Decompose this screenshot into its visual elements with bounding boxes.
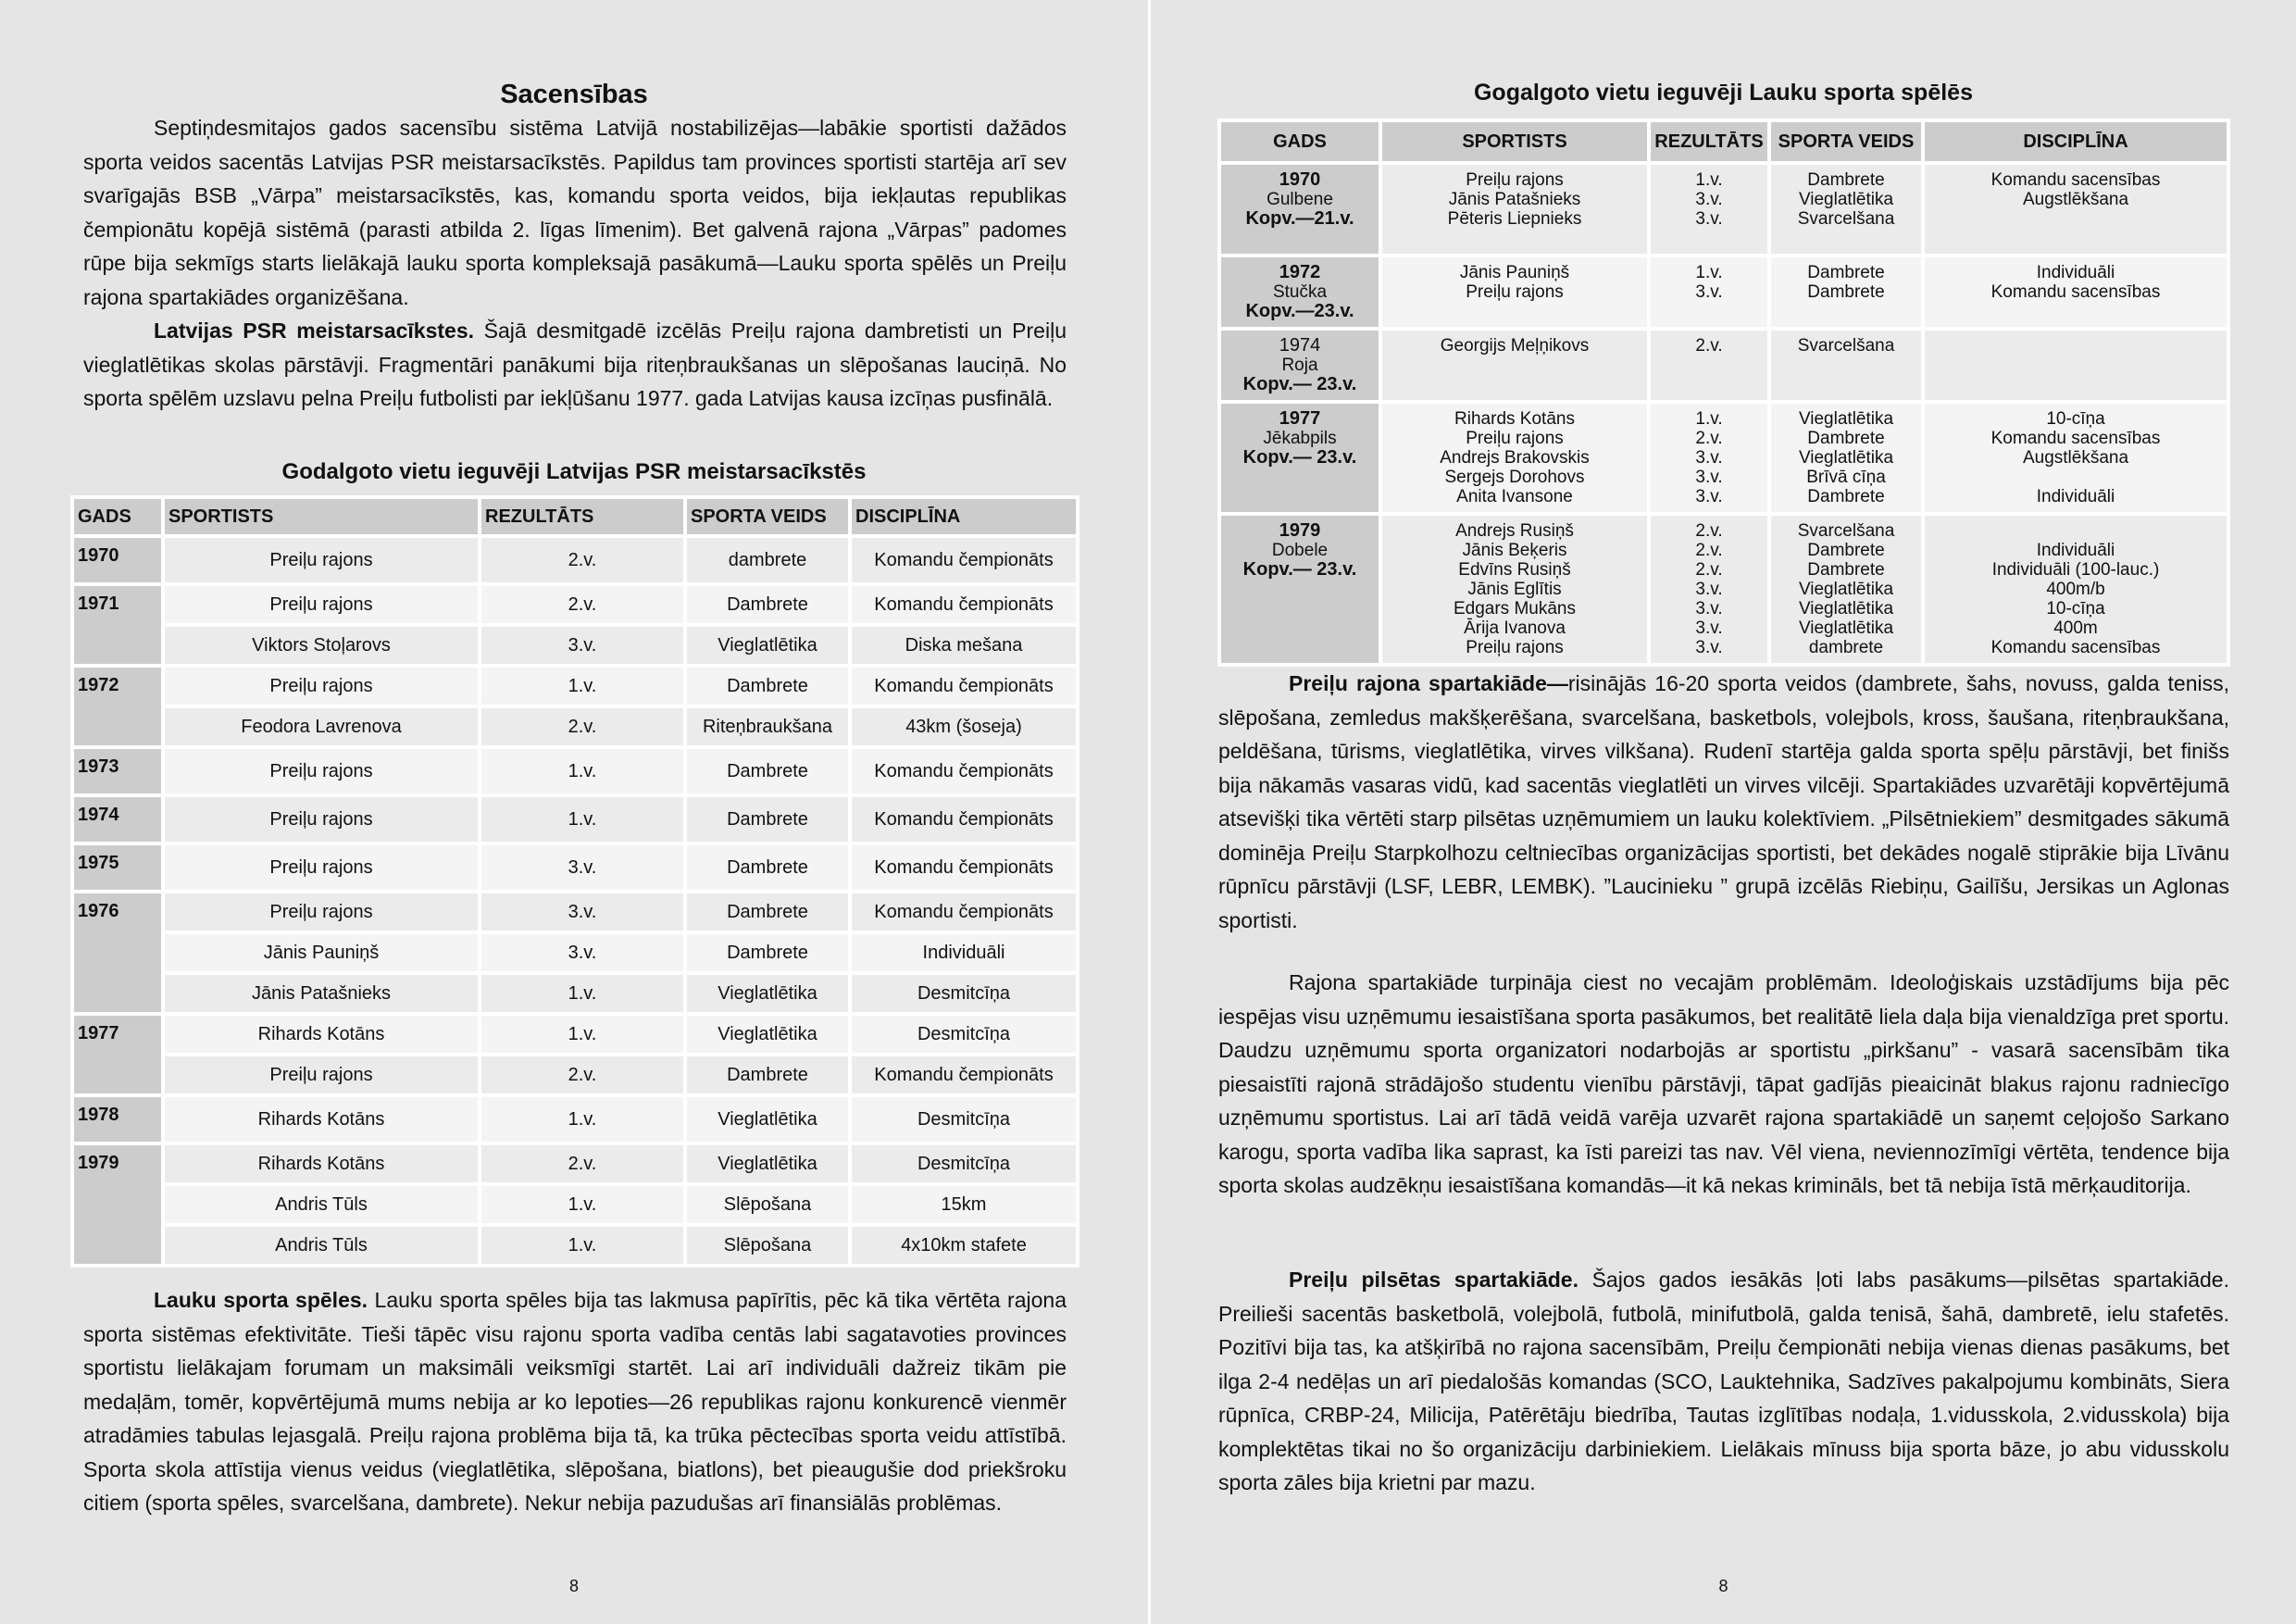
- intro-paragraph: [83, 111, 1067, 314]
- table-header-row: [1221, 122, 2227, 161]
- sport-line: Vieglatlētika: [1798, 190, 1894, 209]
- result-line: 3.v.: [1695, 282, 1723, 302]
- psr-paragraph-text: Šajā desmitgadē izcēlās Preiļu rajona dambretisti un Preiļu vieglatlētikas skolas pārstāvji. Fragmentāri panākumi bija riteņbraukšanas un slēpošanas lauciņā. No sporta spēlēm uzslavu pelna Preiļu futbolisti par iekļūšanu 1977. gada Latvijas kausa izcīņas pusfinālā.: [83, 319, 1067, 410]
- cell-result: 2.v.: [481, 1056, 683, 1093]
- cell-athlete: [1382, 257, 1647, 327]
- page-number-left: 8: [568, 1577, 579, 1595]
- cell-year: 1978: [74, 1097, 161, 1142]
- cell-discipline: [1925, 331, 2227, 400]
- cell-result: 3.v.: [481, 934, 683, 971]
- games-location: Gulbene: [1267, 190, 1333, 209]
- cell-athlete: Viktors Stoļarovs: [165, 627, 478, 664]
- athlete-line: Andrejs Brakovskis: [1440, 448, 1590, 468]
- cell-result: 1.v.: [481, 749, 683, 793]
- cell-discipline: Desmitcīņa: [852, 1097, 1076, 1142]
- sport-line: Dambrete: [1807, 263, 1885, 282]
- result-line: 3.v.: [1695, 448, 1723, 468]
- cell-discipline: Desmitcīņa: [852, 1016, 1076, 1053]
- discipline-line: Individuāli: [2036, 263, 2115, 282]
- cell-result: 1.v.: [481, 668, 683, 705]
- result-line: 3.v.: [1695, 190, 1723, 209]
- cell-year: 1979: [74, 1145, 161, 1264]
- cell-sport: Dambrete: [687, 845, 848, 890]
- cell-result: [1651, 516, 1767, 663]
- cell-sport: dambrete: [687, 538, 848, 582]
- cell-discipline: Diska mešana: [852, 627, 1076, 664]
- table-row: [1221, 165, 2227, 254]
- discipline-line: [1926, 468, 2226, 487]
- cell-discipline: 15km: [852, 1186, 1076, 1223]
- column-header-discipline: DISCIPLĪNA: [852, 499, 1076, 534]
- cell-discipline: Individuāli: [852, 934, 1076, 971]
- cell-discipline: [1925, 257, 2227, 327]
- cell-athlete: [1382, 516, 1647, 663]
- table-row: [74, 749, 1076, 793]
- city-paragraph: [1218, 1263, 2229, 1500]
- games-location: Jēkabpils: [1263, 429, 1337, 448]
- lauku-medal-table: [1217, 119, 2230, 667]
- sport-line: Vieglatlētika: [1798, 580, 1894, 599]
- cell-discipline: [1925, 516, 2227, 663]
- cell-result: [1651, 165, 1767, 254]
- sport-line: Dambrete: [1807, 541, 1885, 560]
- table-row: [74, 627, 1076, 664]
- city-paragraph-text: Šajos gados iesākās ļoti labs pasākums—pilsētas spartakiāde. Preilieši sacentās basketbolā, volejbolā, futbolā, minifutbolā, galda tenisā, šahā, dambretē, ielu stafetēs. Pozitīvi bija tas, ka atšķirībā no rajona sacensībām, Preiļu čempionāti nebija vienas dienas pasākums, bet ilga 2-4 nedēļas un arī piedalošās komandas (SCO, Lauktehnika, Sadzīves pakalpojumu kombināts, Siera rūpnīca, CRBP-24, Milicija, Patērētāju biedrība, Tautas izglītības nodaļa, 1.vidusskola, 2.vidusskola) bija komplektētas tikai no šo organizāciju darbiniekiem. Lielākais mīnuss bija sporta bāze, jo abu vidusskolu sporta zāles bija krietni par mazu.: [1218, 1268, 2229, 1494]
- cell-result: 1.v.: [481, 797, 683, 842]
- result-line: 3.v.: [1695, 580, 1723, 599]
- sport-line: Vieglatlētika: [1798, 448, 1894, 468]
- column-header-sport: SPORTA VEIDS: [1771, 122, 1921, 161]
- cell-result: 1.v.: [481, 1186, 683, 1223]
- athlete-line: Preiļu rajons: [1466, 638, 1564, 657]
- athlete-line: Preiļu rajons: [1466, 429, 1564, 448]
- result-line: 1.v.: [1695, 263, 1723, 282]
- overall-place: Kopv.—21.v.: [1245, 208, 1354, 229]
- games-location: Stučka: [1272, 282, 1328, 302]
- sport-line: Dambrete: [1807, 282, 1885, 302]
- athlete-line: Jānis Patašnieks: [1448, 190, 1581, 209]
- cell-year: 1976: [74, 893, 161, 1012]
- cell-discipline: Komandu čempionāts: [852, 538, 1076, 582]
- table-row: [74, 797, 1076, 842]
- cell-athlete: Jānis Pauniņš: [165, 934, 478, 971]
- cell-discipline: Komandu čempionāts: [852, 749, 1076, 793]
- result-line: 3.v.: [1695, 638, 1723, 657]
- cell-sport: Vieglatlētika: [687, 1016, 848, 1053]
- cell-result: 1.v.: [481, 1097, 683, 1142]
- page-number-right: 8: [1718, 1577, 1728, 1595]
- cell-result: 2.v.: [481, 1145, 683, 1182]
- lauku-paragraph-lead: Lauku sporta spēles.: [154, 1288, 368, 1312]
- lauku-table-title: Gogalgoto vietu ieguvēji Lauku sporta spēlēs: [1473, 80, 1973, 106]
- cell-result: 3.v.: [481, 893, 683, 931]
- cell-sport: [1771, 404, 1921, 512]
- cell-result: 3.v.: [481, 627, 683, 664]
- result-line: 3.v.: [1695, 618, 1723, 638]
- cell-discipline: Komandu čempionāts: [852, 668, 1076, 705]
- athlete-line: Rihards Kotāns: [1454, 409, 1575, 429]
- result-line: 2.v.: [1695, 336, 1723, 356]
- spartakiade-paragraph-lead: Preiļu rajona spartakiāde—: [1289, 671, 1568, 695]
- cell-result: [1651, 404, 1767, 512]
- cell-result: 1.v.: [481, 1227, 683, 1264]
- athlete-line: Sergejs Dorohovs: [1444, 468, 1585, 487]
- overall-place: Kopv.— 23.v.: [1242, 374, 1357, 394]
- cell-discipline: Komandu čempionāts: [852, 797, 1076, 842]
- result-line: 3.v.: [1695, 468, 1723, 487]
- psr-table-title: Godalgoto vietu ieguvēji Latvijas PSR meistarsacīkstēs: [281, 459, 867, 484]
- discipline-line: 10-cīņa: [2046, 599, 2105, 618]
- cell-athlete: [1382, 331, 1647, 400]
- cell-discipline: [1925, 404, 2227, 512]
- result-line: 3.v.: [1695, 209, 1723, 229]
- cell-discipline: Komandu čempionāts: [852, 893, 1076, 931]
- column-header-athlete: SPORTISTS: [1382, 122, 1647, 161]
- discipline-line: Komandu sacensības: [1990, 429, 2161, 448]
- table-row: [1221, 404, 2227, 512]
- games-year: 1970: [1279, 169, 1321, 190]
- cell-year: 1972: [74, 668, 161, 745]
- overall-place: Kopv.— 23.v.: [1242, 447, 1357, 468]
- cell-year: 1975: [74, 845, 161, 890]
- cell-athlete: Preiļu rajons: [165, 586, 478, 623]
- cell-sport: Slēpošana: [687, 1227, 848, 1264]
- sport-line: Brīvā cīņa: [1806, 468, 1886, 487]
- discipline-line: Komandu sacensības: [1990, 170, 2161, 190]
- table-row: [74, 708, 1076, 745]
- overall-place: Kopv.— 23.v.: [1242, 559, 1357, 580]
- discipline-line: [1926, 521, 2226, 541]
- result-line: 3.v.: [1695, 599, 1723, 618]
- sport-line: Vieglatlētika: [1798, 599, 1894, 618]
- cell-sport: [1771, 257, 1921, 327]
- cell-sport: Vieglatlētika: [687, 627, 848, 664]
- cell-athlete: Jānis Patašnieks: [165, 975, 478, 1012]
- lauku-paragraph: [83, 1283, 1067, 1520]
- table-row: [74, 586, 1076, 623]
- table-row: [74, 1227, 1076, 1264]
- cell-athlete: Preiļu rajons: [165, 749, 478, 793]
- athlete-line: Jānis Pauniņš: [1459, 263, 1570, 282]
- table-header-row: [74, 499, 1076, 534]
- cell-athlete: Rihards Kotāns: [165, 1145, 478, 1182]
- cell-sport: Dambrete: [687, 934, 848, 971]
- games-location: Dobele: [1271, 541, 1329, 560]
- discipline-line: 400m/b: [2046, 580, 2105, 599]
- table-row: [74, 1186, 1076, 1223]
- discipline-line: 10-cīņa: [2046, 409, 2105, 429]
- column-header-discipline: DISCIPLĪNA: [1925, 122, 2227, 161]
- games-location: Roja: [1281, 356, 1318, 375]
- discipline-line: Individuāli: [2036, 541, 2115, 560]
- sport-line: Svarcelšana: [1797, 209, 1895, 229]
- section-heading: Sacensības: [500, 80, 648, 109]
- cell-year-location: [1221, 404, 1379, 512]
- athlete-line: Jānis Beķeris: [1462, 541, 1567, 560]
- sport-line: Vieglatlētika: [1798, 618, 1894, 638]
- athlete-line: Preiļu rajons: [1466, 282, 1564, 302]
- cell-athlete: Preiļu rajons: [165, 845, 478, 890]
- cell-sport: Dambrete: [687, 749, 848, 793]
- discipline-line: Komandu sacensības: [1990, 638, 2161, 657]
- cell-result: 2.v.: [481, 538, 683, 582]
- column-header-result: REZULTĀTS: [481, 499, 683, 534]
- table-row: [74, 668, 1076, 705]
- intro-text: Septiņdesmitajos gados sacensību sistēma Latvijā nostabilizējas—labākie sportisti dažādos sporta veidos sacentās Latvijas PSR meistarsacīkstēs. Papildus tam provinces sportisti startēja arī sev svarīgajās BSB „Vārpa” meistarsacīkstēs, kas, komandu sporta veidos, bija iekļautas republikas čempionātu kopējā sistēmā (parasti atbilda 2. līgas līmenim). Bet galvenā rajona „Vārpas” padomes rūpe bija sekmīgs starts lielākajā lauku sporta kompleksajā pasākumā—Lauku sporta spēlēs un Preiļu rajona spartakiādes organizēšana.: [83, 116, 1067, 309]
- sport-line: dambrete: [1808, 638, 1884, 657]
- table-row: [74, 1097, 1076, 1142]
- cell-athlete: Preiļu rajons: [165, 797, 478, 842]
- table-row: [74, 1016, 1076, 1053]
- games-year: 1977: [1279, 408, 1321, 429]
- cell-year-location: [1221, 516, 1379, 663]
- cell-athlete: Andris Tūls: [165, 1227, 478, 1264]
- cell-discipline: Komandu čempionāts: [852, 586, 1076, 623]
- cell-year: 1970: [74, 538, 161, 582]
- cell-sport: Dambrete: [687, 1056, 848, 1093]
- athlete-line: Jānis Eglītis: [1467, 580, 1562, 599]
- table-row: [74, 1145, 1076, 1182]
- athlete-line: Preiļu rajons: [1466, 170, 1564, 190]
- table-row: [74, 845, 1076, 890]
- column-header-result: REZULTĀTS: [1651, 122, 1767, 161]
- column-header-year: GADS: [1221, 122, 1379, 161]
- cell-result: [1651, 331, 1767, 400]
- cell-discipline: [1925, 165, 2227, 254]
- result-line: 2.v.: [1695, 521, 1723, 541]
- athlete-line: Ārija Ivanova: [1464, 618, 1566, 638]
- cell-sport: Riteņbraukšana: [687, 708, 848, 745]
- table-row: [74, 893, 1076, 931]
- games-year: 1979: [1279, 520, 1321, 541]
- cell-year-location: [1221, 331, 1379, 400]
- column-header-athlete: SPORTISTS: [165, 499, 478, 534]
- discipline-line: Individuāli (100-lauc.): [1991, 560, 2160, 580]
- result-line: 1.v.: [1695, 409, 1723, 429]
- cell-athlete: [1382, 165, 1647, 254]
- city-paragraph-lead: Preiļu pilsētas spartakiāde.: [1289, 1268, 1578, 1292]
- cell-year: 1971: [74, 586, 161, 664]
- discipline-line: Komandu sacensības: [1990, 282, 2161, 302]
- problems-paragraph: [1218, 966, 2229, 1203]
- table-row: [1221, 257, 2227, 327]
- table-row: [74, 975, 1076, 1012]
- cell-result: 1.v.: [481, 975, 683, 1012]
- cell-sport: [1771, 165, 1921, 254]
- table-row: [74, 1056, 1076, 1093]
- discipline-line: Individuāli: [2036, 487, 2115, 506]
- cell-athlete: Rihards Kotāns: [165, 1097, 478, 1142]
- cell-result: [1651, 257, 1767, 327]
- cell-athlete: Rihards Kotāns: [165, 1016, 478, 1053]
- cell-discipline: 4x10km stafete: [852, 1227, 1076, 1264]
- cell-athlete: Andris Tūls: [165, 1186, 478, 1223]
- cell-year: 1977: [74, 1016, 161, 1093]
- cell-sport: Vieglatlētika: [687, 1097, 848, 1142]
- cell-sport: Vieglatlētika: [687, 975, 848, 1012]
- cell-athlete: Preiļu rajons: [165, 893, 478, 931]
- sport-line: Svarcelšana: [1797, 521, 1895, 541]
- result-line: 2.v.: [1695, 429, 1723, 448]
- cell-athlete: [1382, 404, 1647, 512]
- spartakiade-paragraph: [1218, 667, 2229, 937]
- problems-paragraph-text: Rajona spartakiāde turpināja ciest no vecajām problēmām. Ideoloģiskais uzstādījums bija pēc iespējas visu uzņēmumu iesaistīšana sporta pasākumos, bet realitātē liela daļa bija vienaldzīga pret sportu. Daudzu uzņēmumu sporta organizatori nodarbojās ar sportistu „pirkšanu” - vasarā sacensībām tika piesaistīti rajonā strādājošo studentu vienību pārstāvji, tāpat gadījās pieaicināt blakus rajonu radniecīgo uzņēmumu sportistus. Lai arī tādā veidā varēja uzvarēt rajona spartakiādē un saņemt ceļojošo Sarkano karogu, sporta vadība lika saprast, ka īsti pareizi tas nav. Vēl viena, neviennozīmīgi vērtēta, tendence bija sporta skolas audzēkņu iesaistīšana komandās—it kā nekas krimināls, bet tā nebija īstā mērķauditorija.: [1218, 970, 2229, 1197]
- cell-result: 3.v.: [481, 845, 683, 890]
- psr-medal-table: [70, 495, 1079, 1268]
- games-year: 1974: [1279, 335, 1321, 356]
- column-header-sport: SPORTA VEIDS: [687, 499, 848, 534]
- psr-paragraph: [83, 314, 1067, 416]
- result-line: 3.v.: [1695, 487, 1723, 506]
- column-header-year: GADS: [74, 499, 161, 534]
- cell-athlete: Preiļu rajons: [165, 538, 478, 582]
- cell-result: 2.v.: [481, 708, 683, 745]
- athlete-line: Andrejs Rusiņš: [1455, 521, 1574, 541]
- table-row: [1221, 516, 2227, 663]
- discipline-line: Augstlēkšana: [2022, 448, 2129, 468]
- cell-result: 1.v.: [481, 1016, 683, 1053]
- cell-athlete: Feodora Lavrenova: [165, 708, 478, 745]
- cell-result: 2.v.: [481, 586, 683, 623]
- cell-discipline: Komandu čempionāts: [852, 845, 1076, 890]
- sport-line: Dambrete: [1807, 487, 1885, 506]
- cell-year-location: [1221, 257, 1379, 327]
- athlete-line: Anita Ivansone: [1456, 487, 1573, 506]
- psr-paragraph-lead: Latvijas PSR meistarsacīkstes.: [154, 319, 475, 343]
- athlete-line: Edvīns Rusiņš: [1458, 560, 1571, 580]
- lauku-paragraph-text: Lauku sporta spēles bija tas lakmusa papīrītis, pēc kā tika vērtēta rajona sporta sistēmas efektivitāte. Tieši tāpēc visu rajonu sporta vadība centās labi sagatavoties provinces sportistu lielākajam forumam un maksimāli veiksmīgi startēt. Lai arī individuāli dažreiz tikām pie medaļām, tomēr, kopvērtējumā mums nebija ar ko lepoties—26 republikas rajonu konkurencē vienmēr atradāmies tabulas lejasgalā. Preiļu rajona problēma bija tā, ka trūka pēctecības sporta veidu attīstībā. Sporta skola attīstija vienus veidus (vieglatlētika, slēpošana, biatlons), bet pieaugušie dod priekšroku citiem (sporta spēles, svarcelšana, dambrete). Nekur nebija pazudušas arī finansiālās problēmas.: [83, 1288, 1067, 1515]
- cell-year: 1974: [74, 797, 161, 842]
- cell-athlete: Preiļu rajons: [165, 668, 478, 705]
- cell-discipline: Desmitcīņa: [852, 1145, 1076, 1182]
- overall-place: Kopv.—23.v.: [1245, 301, 1354, 321]
- result-line: 1.v.: [1695, 170, 1723, 190]
- cell-year: 1973: [74, 749, 161, 793]
- result-line: 2.v.: [1695, 560, 1723, 580]
- cell-sport: Slēpošana: [687, 1186, 848, 1223]
- discipline-line: Augstlēkšana: [2022, 190, 2129, 209]
- spartakiade-paragraph-text: risinājās 16-20 sporta veidos (dambrete, šahs, novuss, galda teniss, slēpošana, zemledus makšķerēšana, svarcelšana, basketbols, volejbols, kross, šaušana, riteņbraukšana, peldēšana, tūrisms, vieglatlētika, virves vilkšana). Rudenī startēja galda sporta spēļu pārstāvji, bet finišs bija nākamās vasaras vidū, kad sacentās vieglatlēti un virves vilcēji. Spartakiādes uzvarētāji kopvērtējumā atsevišķi tika vērtēti starp pilsētas uzņēmumiem un lauku kolektīviem. „Pilsētniekiem” desmitgades sākumā dominēja Preiļu Starpkolhozu celtniecības organizācijas sportisti, bet dekādes nogalē stiprākie bija Līvānu rūpnīcu pārstāvji (LSF, LEBR, LEMBK). ”Laucinieku ” grupā izcēlās Riebiņu, Gailīšu, Jersikas un Aglonas sportisti.: [1218, 671, 2229, 932]
- table-row: [74, 538, 1076, 582]
- table-row: [74, 934, 1076, 971]
- cell-sport: Dambrete: [687, 893, 848, 931]
- discipline-line: 400m: [2053, 618, 2098, 638]
- athlete-line: Edgars Mukāns: [1453, 599, 1576, 618]
- athlete-line: Pēteris Liepnieks: [1447, 209, 1582, 229]
- sport-line: Dambrete: [1807, 429, 1885, 448]
- games-year: 1972: [1279, 262, 1321, 282]
- cell-sport: [1771, 331, 1921, 400]
- cell-athlete: Preiļu rajons: [165, 1056, 478, 1093]
- cell-sport: Dambrete: [687, 668, 848, 705]
- cell-sport: Vieglatlētika: [687, 1145, 848, 1182]
- cell-discipline: Komandu čempionāts: [852, 1056, 1076, 1093]
- cell-year-location: [1221, 165, 1379, 254]
- sport-line: Vieglatlētika: [1798, 409, 1894, 429]
- cell-sport: Dambrete: [687, 586, 848, 623]
- table-row: [1221, 331, 2227, 400]
- sport-line: Svarcelšana: [1797, 336, 1895, 356]
- right-page: [1151, 0, 2296, 1624]
- cell-sport: [1771, 516, 1921, 663]
- sport-line: Dambrete: [1807, 170, 1885, 190]
- cell-discipline: 43km (šoseja): [852, 708, 1076, 745]
- athlete-line: Georgijs Meļņikovs: [1440, 336, 1590, 356]
- result-line: 2.v.: [1695, 541, 1723, 560]
- cell-discipline: Desmitcīņa: [852, 975, 1076, 1012]
- cell-sport: Dambrete: [687, 797, 848, 842]
- sport-line: Dambrete: [1807, 560, 1885, 580]
